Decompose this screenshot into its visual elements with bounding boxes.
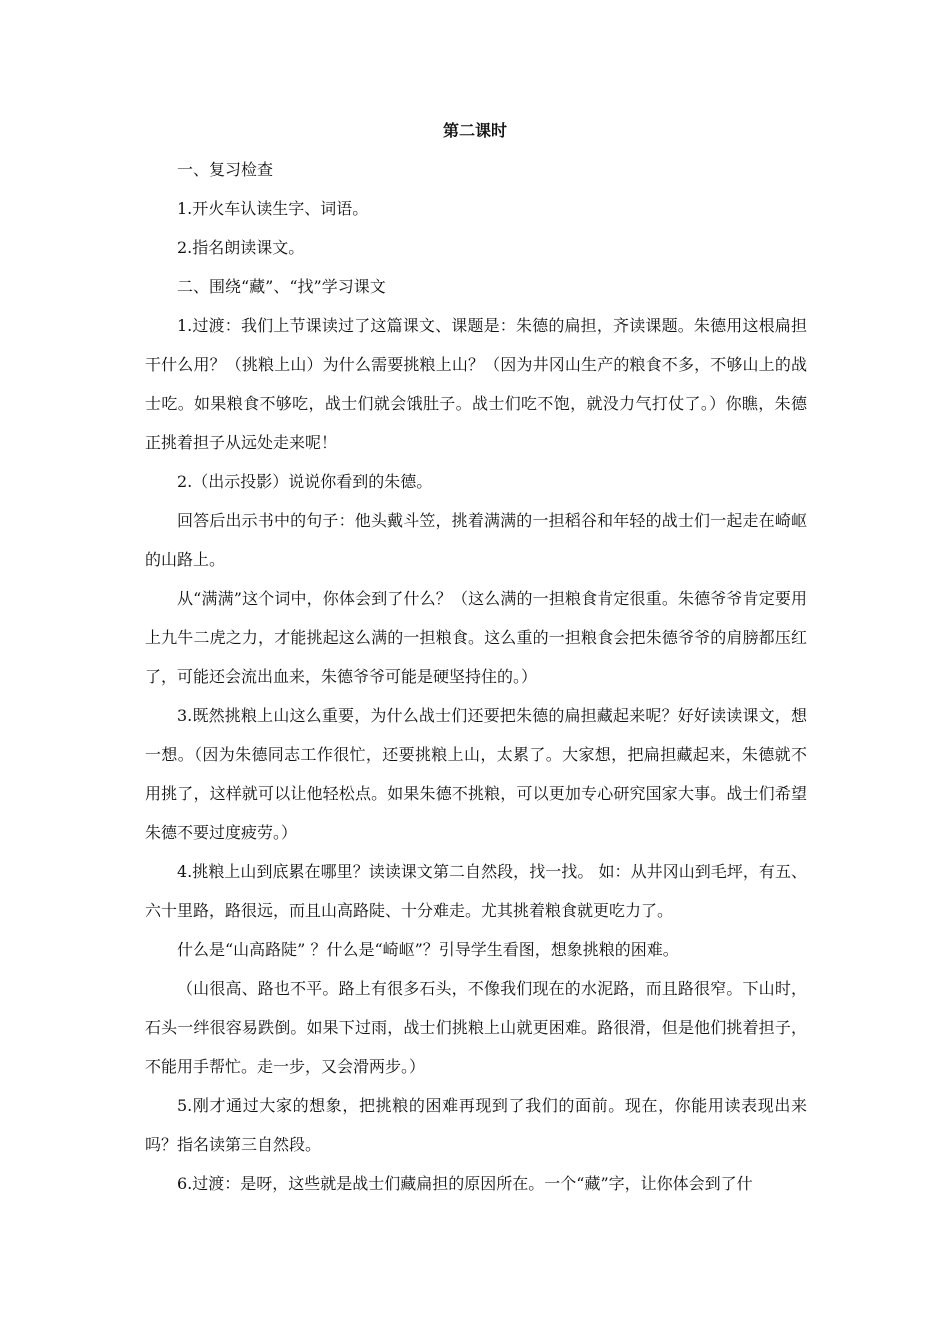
paragraph-14: 6.过渡：是呀，这些就是战士们藏扁担的原因所在。一个“藏”字，让你体会到了什 <box>177 1174 753 1193</box>
paragraph-11: 什么是“山高路陡” ？什么是“崎岖”？引导学生看图，想象挑粮的困难。 <box>177 940 679 959</box>
paragraph-9: 3.既然挑粮上山这么重要，为什么战士们还要把朱德的扁担藏起来呢？好好读读课文，想一想。（因为朱德同志工作很忙，还要挑粮上山，太累了。大家想，把扁担藏起来，朱德就不用挑了，这样就可以让他轻松点。如果朱德不挑粮，可以更加专心研究国家大事。战士们希望朱德不要过度疲劳。） <box>145 706 807 842</box>
paragraph-12: （山很高、路也不平。路上有很多石头，不像我们现在的水泥路，而且路很窄。下山时，石头一绊很容易跌倒。如果下过雨，战士们挑粮上山就更困难。路很滑，但是他们挑着担子，不能用手帮忙。走一步，又会滑两步。） <box>145 979 807 1076</box>
document-body <box>145 150 807 1203</box>
page-title: 第二课时 <box>442 121 507 140</box>
paragraph-6: 2.（出示投影）说说你看到的朱德。 <box>177 472 433 491</box>
paragraph-3: 2.指名朗读课文。 <box>177 238 305 257</box>
paragraph-8: 从“满满”这个词中，你体会到了什么？（这么满的一担粮食肯定很重。朱德爷爷肯定要用上九牛二虎之力，才能挑起这么满的一担粮食。这么重的一担粮食会把朱德爷爷的肩膀都压红了，可能还会流出血来，朱德爷爷可能是硬坚持住的。） <box>145 589 807 686</box>
paragraph-5: 1.过渡：我们上节课读过了这篇课文、课题是：朱德的扁担，齐读课题。朱德用这根扁担干什么用？（挑粮上山）为什么需要挑粮上山？（因为井冈山生产的粮食不多，不够山上的战士吃。如果粮食不够吃，战士们就会饿肚子。战士们吃不饱，就没力气打仗了。）你瞧，朱德正挑着担子从远处走来呢！ <box>145 316 807 452</box>
paragraph-1: 一、复习检查 <box>177 160 274 179</box>
paragraph-10: 4.挑粮上山到底累在哪里？读读课文第二自然段，找一找。 如：从井冈山到毛坪，有五、六十里路，路很远，而且山高路陡、十分难走。尤其挑着粮食就更吃力了。 <box>145 862 807 920</box>
paragraph-4: 二、围绕“藏”、“找”学习课文 <box>177 277 386 296</box>
paragraph-2: 1.开火车认读生字、词语。 <box>177 199 369 218</box>
paragraph-7: 回答后出示书中的句子：他头戴斗笠，挑着满满的一担稻谷和年轻的战士们一起走在崎岖的山路上。 <box>145 511 807 569</box>
paragraph-13: 5.刚才通过大家的想象，把挑粮的困难再现到了我们的面前。现在，你能用读表现出来吗？指名读第三自然段。 <box>145 1096 807 1154</box>
